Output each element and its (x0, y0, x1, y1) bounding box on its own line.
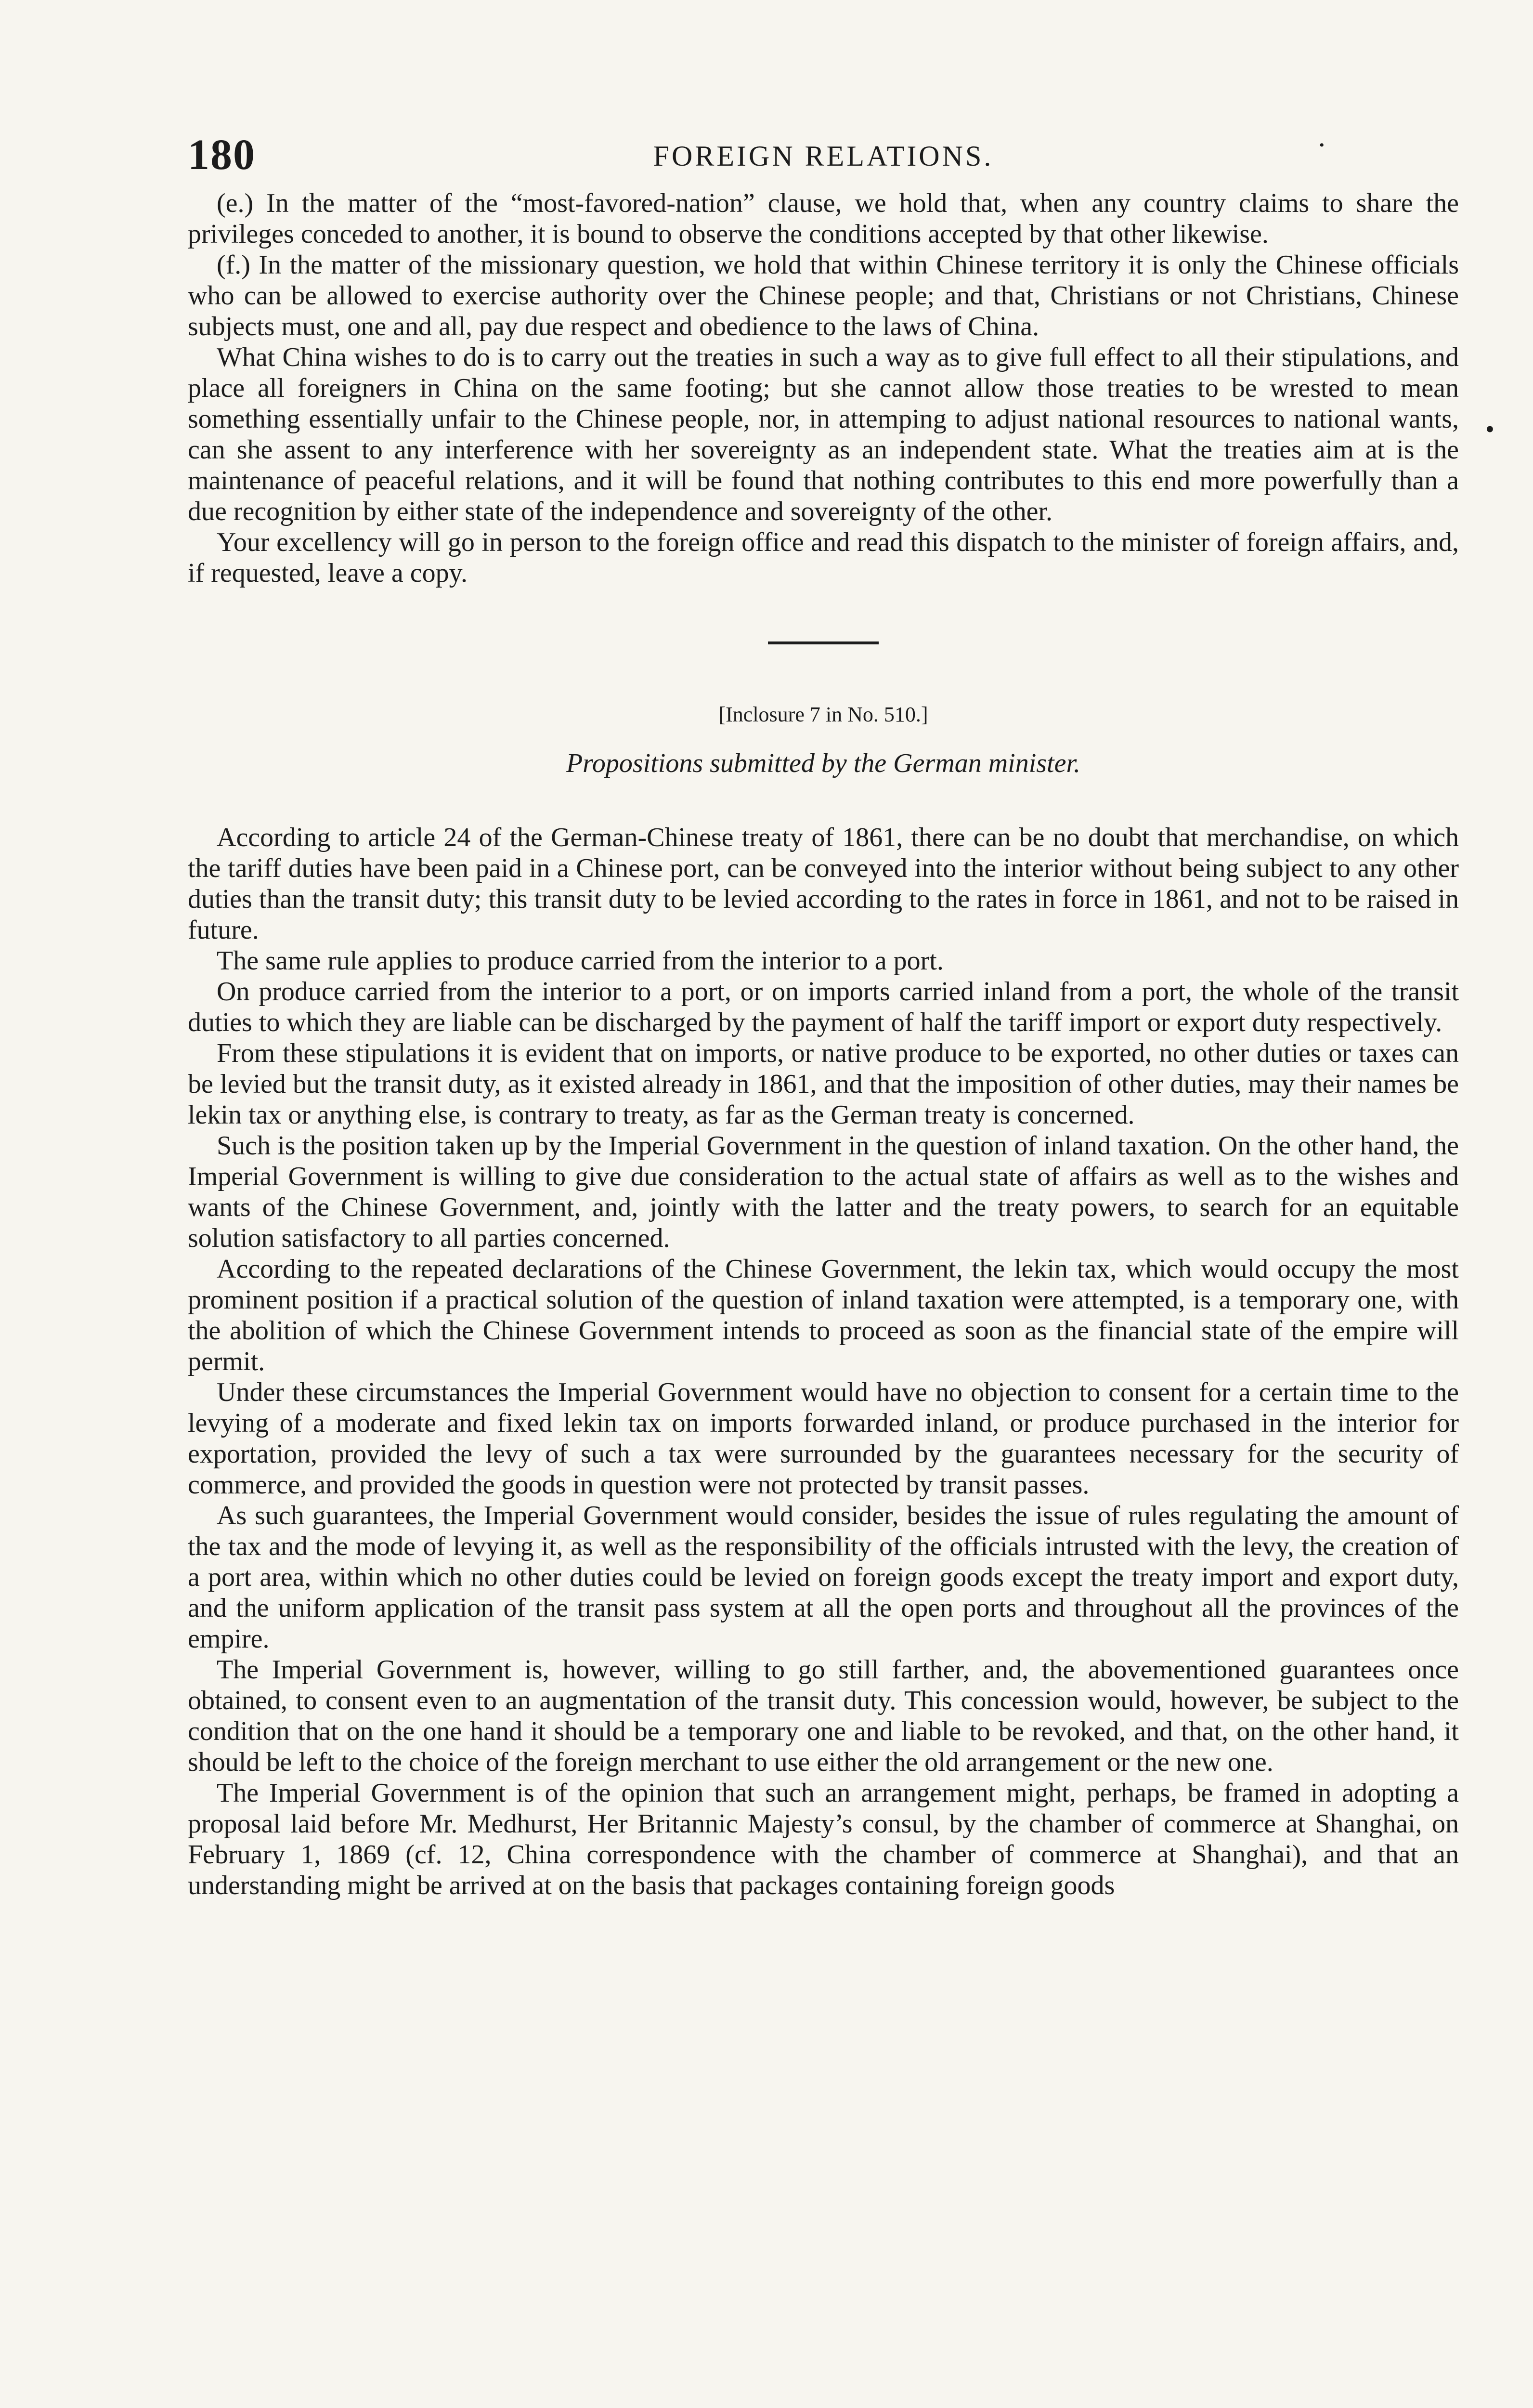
document-page (188, 130, 1459, 1901)
paragraph-china-wishes: What China wishes to do is to carry out the treaties in such a way as to give full effect to all their stipulations, and place all foreigners in China on the same footing; but she cannot allow those treaties to be wrested to mean something essentially unfair to the Chinese people, nor, in attemping to adjust national resources to national wants, can she assent to any interference with her sovereignty as an independent state. What the treaties aim at is the maintenance of peaceful relations, and it will be found that nothing contributes to this end more powerfully than a due recognition by either state of the independence and sovereignty of the other. (188, 342, 1459, 526)
paragraph-circumstances: Under these circumstances the Imperial Government would have no objection to consent for a certain time to the levying of a moderate and fixed lekin tax on imports forwarded inland, or produce purchased in the interior for exportation, provided the levy of such a tax were surrounded by the guarantees necessary for the security of commerce, and provided the goods in question were not protected by transit passes. (188, 1377, 1459, 1500)
page-number: 180 (188, 131, 256, 179)
paragraph-e: (e.) In the matter of the “most-favored-nation” clause, we hold that, when any country claims to share the privileges conceded to another, it is bound to observe the conditions accepted by that other likewise. (188, 188, 1459, 249)
paragraph-guarantees: As such guarantees, the Imperial Government would consider, besides the issue of rules regulating the amount of the tax and the mode of levying it, as well as the responsibility of the officials intrusted with the levy, the creation of a port area, within which no other duties could be levied on foreign goods except the treaty import and export duty, and the uniform application of the transit pass system at all the open ports and throughout all the provinces of the empire. (188, 1501, 1459, 1654)
paragraph-declarations: According to the repeated declarations of the Chinese Government, the lekin tax, which would occupy the most prominent position if a practical solution of the question of inland taxation were attempted, is a temporary one, with the abolition of which the Chinese Government intends to proceed as soon as the financial state of the empire will permit. (188, 1254, 1459, 1376)
margin-speck: • (1319, 137, 1325, 153)
paragraph-position: Such is the position taken up by the Imperial Government in the question of inland taxation. On the other hand, the Imperial Government is willing to give due consideration to the actual state of affairs as well as to the wishes and wants of the Chinese Government, and, jointly with the latter and the treaty powers, to search for an equitable solution satisfactory to all parties concerned. (188, 1131, 1459, 1253)
paragraph-opinion: The Imperial Government is of the opinion that such an arrangement might, perhaps, be framed in adopting a proposal laid before Mr. Medhurst, Her Britannic Majesty’s consul, by the chamber of commerce at Shanghai, on February 1, 1869 (cf. 12, China correspondence with the chamber of commerce at Shanghai), and that an understanding might be arrived at on the basis that packages containing foreign goods (188, 1778, 1459, 1900)
inclosure-label: [Inclosure 7 in No. 510.] (718, 703, 928, 726)
section-title: Propositions submitted by the German minister. (566, 748, 1081, 778)
margin-mark: • (1485, 415, 1494, 444)
running-title: FOREIGN RELATIONS. (653, 140, 994, 172)
paragraph-farther: The Imperial Government is, however, willing to go still farther, and, the abovementioned guarantees once obtained, to consent even to an augmentation of the transit duty. This concession would, however, be subject to the condition that on the one hand it should be a temporary one and liable to be revoked, and that, on the other hand, it should be left to the choice of the foreign merchant to use either the old arrangement or the new one. (188, 1655, 1459, 1777)
paragraph-from-stipulations: From these stipulations it is evident that on imports, or native produce to be exported, no other duties or taxes can be levied but the transit duty, as it existed already in 1861, and that the imposition of other duties, may their names be lekin tax or anything else, is contrary to treaty, as far as the German treaty is concerned. (188, 1038, 1459, 1130)
intro-section (188, 188, 1459, 589)
paragraph-on-produce: On produce carried from the interior to a port, or on imports carried inland from a port, the whole of the transit duties to which they are liable can be discharged by the payment of half the tariff import or export duty respectively. (188, 977, 1459, 1037)
section-divider (768, 641, 879, 644)
page-header (188, 130, 1459, 188)
propositions-section (188, 822, 1459, 1901)
paragraph-f: (f.) In the matter of the missionary question, we hold that within Chinese territory it is only the Chinese officials who can be allowed to exercise authority over the Chinese people; and that, Christians or not Christians, Chinese subjects must, one and all, pay due respect and obedience to the laws of China. (188, 250, 1459, 341)
paragraph-article-24: According to article 24 of the German-Chinese treaty of 1861, there can be no doubt that merchandise, on which the tariff duties have been paid in a Chinese port, can be conveyed into the interior without being subject to any other duties than the transit duty; this transit duty to be levied according to the rates in force in 1861, and not to be raised in future. (188, 823, 1459, 945)
paragraph-same-rule: The same rule applies to produce carried from the interior to a port. (217, 946, 944, 976)
paragraph-your-excellency: Your excellency will go in person to the foreign office and read this dispatch to the minister of foreign affairs, and, if requested, leave a copy. (188, 527, 1459, 588)
